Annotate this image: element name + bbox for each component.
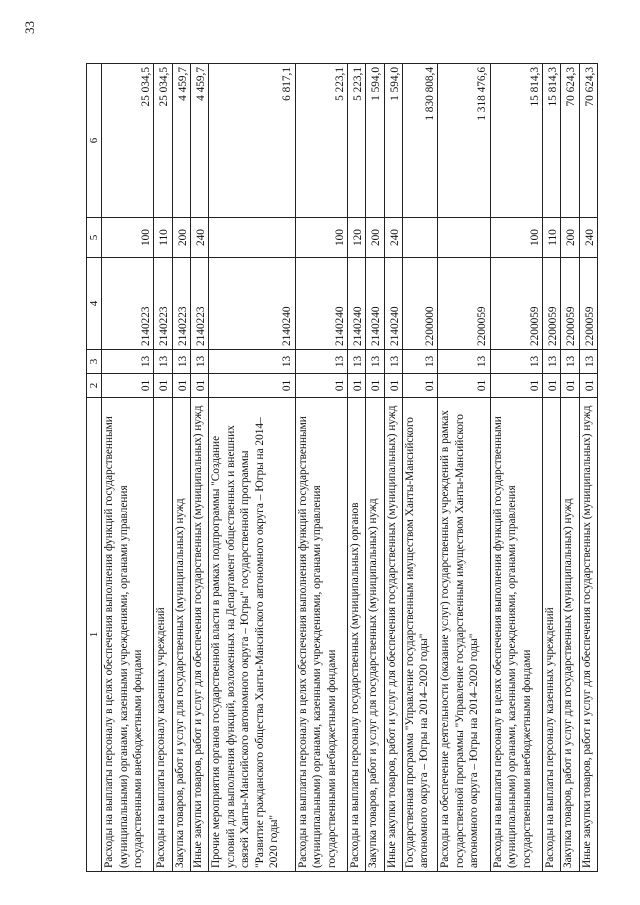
cell-name: Расходы на выплаты персоналу государственных (муниципальных) органов [348, 398, 366, 872]
cell-vr: 110 [154, 218, 172, 258]
cell-csr: 2140223 [172, 258, 190, 350]
cell-pr: 13 [295, 350, 347, 374]
cell-csr: 2140223 [154, 258, 172, 350]
cell-vr [438, 218, 490, 258]
cell-vr: 110 [543, 218, 561, 258]
cell-name: Иные закупки товаров, работ и услуг для обеспечения государственных (муниципальных) нужд [384, 398, 402, 872]
table-row [438, 64, 490, 872]
cell-rz: 01 [561, 374, 579, 398]
cell-vr: 200 [172, 218, 190, 258]
cell-pr: 13 [190, 350, 208, 374]
cell-csr: 2140240 [209, 258, 296, 350]
cell-sum: 6 817,1 [209, 64, 296, 218]
cell-pr: 13 [438, 350, 490, 374]
table-row [295, 64, 347, 872]
table-row [154, 64, 172, 872]
cell-name: Закупка товаров, работ и услуг для государственных (муниципальных) нужд [561, 398, 579, 872]
cell-pr: 13 [402, 350, 437, 374]
cell-rz: 01 [366, 374, 384, 398]
cell-pr: 13 [102, 350, 154, 374]
cell-vr: 100 [102, 218, 154, 258]
cell-pr: 13 [348, 350, 366, 374]
cell-name: Расходы на выплаты персоналу в целях обеспечения выполнения функций государственными (муниципальными) органами, казенными учреждениями, органами управления государственными внебюджетными фондами [102, 398, 154, 872]
table-row [543, 64, 561, 872]
cell-sum: 4 459,7 [172, 64, 190, 218]
cell-csr: 2140240 [366, 258, 384, 350]
header-cell: 2 [87, 374, 102, 398]
header-row [87, 64, 102, 872]
cell-rz: 01 [384, 374, 402, 398]
cell-sum: 1 830 808,4 [402, 64, 437, 218]
table-row [172, 64, 190, 872]
cell-vr: 200 [366, 218, 384, 258]
cell-sum: 1 318 476,6 [438, 64, 490, 218]
cell-vr: 240 [190, 218, 208, 258]
table-row [490, 64, 542, 872]
cell-sum: 15 814,3 [490, 64, 542, 218]
cell-name: Иные закупки товаров, работ и услуг для обеспечения государственных (муниципальных) нужд [579, 398, 597, 872]
cell-pr: 13 [209, 350, 296, 374]
cell-pr: 13 [366, 350, 384, 374]
cell-name: Закупка товаров, работ и услуг для государственных (муниципальных) нужд [172, 398, 190, 872]
cell-csr: 2200059 [579, 258, 597, 350]
cell-rz: 01 [579, 374, 597, 398]
cell-rz: 01 [348, 374, 366, 398]
cell-csr: 2200059 [490, 258, 542, 350]
cell-vr [209, 218, 296, 258]
cell-csr: 2200059 [543, 258, 561, 350]
cell-name: Расходы на выплаты персоналу в целях обеспечения выполнения функций государственными (муниципальными) органами, казенными учреждениями, органами управления государственными внебюджетными фондами [295, 398, 347, 872]
cell-vr: 240 [384, 218, 402, 258]
table-row [366, 64, 384, 872]
cell-vr: 100 [490, 218, 542, 258]
cell-csr: 2140223 [190, 258, 208, 350]
cell-rz: 01 [543, 374, 561, 398]
table-row [348, 64, 366, 872]
cell-sum: 5 223,1 [295, 64, 347, 218]
cell-name: Расходы на выплаты персоналу в целях обеспечения выполнения функций государственными (муниципальными) органами, казенными учреждениями, органами управления государственными внебюджетными фондами [490, 398, 542, 872]
cell-csr: 2140223 [102, 258, 154, 350]
cell-rz: 01 [102, 374, 154, 398]
cell-rz: 01 [438, 374, 490, 398]
cell-csr: 2140240 [384, 258, 402, 350]
cell-csr: 2200000 [402, 258, 437, 350]
header-cell: 3 [87, 350, 102, 374]
cell-pr: 13 [561, 350, 579, 374]
cell-vr [402, 218, 437, 258]
cell-pr: 13 [579, 350, 597, 374]
cell-rz: 01 [190, 374, 208, 398]
cell-csr: 2200059 [561, 258, 579, 350]
cell-vr: 120 [348, 218, 366, 258]
table-row [209, 64, 296, 872]
table-row [579, 64, 597, 872]
budget-table-sheet [86, 64, 598, 872]
header-cell: 6 [87, 64, 102, 218]
table-row [561, 64, 579, 872]
cell-name: Расходы на обеспечение деятельности (оказание услуг) государственных учреждений в рамках государственной программы "Управление государственным имуществом Ханты-Мансийского автономного округа – Югры на 2014–2020 годы" [438, 398, 490, 872]
cell-csr: 2140240 [295, 258, 347, 350]
cell-rz: 01 [154, 374, 172, 398]
cell-sum: 25 034,5 [102, 64, 154, 218]
cell-sum: 70 624,3 [579, 64, 597, 218]
cell-rz: 01 [295, 374, 347, 398]
cell-name: Иные закупки товаров, работ и услуг для обеспечения государственных (муниципальных) нужд [190, 398, 208, 872]
cell-vr: 200 [561, 218, 579, 258]
cell-rz: 01 [172, 374, 190, 398]
table-row [402, 64, 437, 872]
cell-csr: 2140240 [348, 258, 366, 350]
cell-name: Расходы на выплаты персоналу казенных учреждений [154, 398, 172, 872]
cell-sum: 25 034,5 [154, 64, 172, 218]
cell-sum: 1 594,0 [366, 64, 384, 218]
budget-table [86, 63, 598, 872]
cell-sum: 1 594,0 [384, 64, 402, 218]
cell-csr: 2200059 [438, 258, 490, 350]
cell-pr: 13 [490, 350, 542, 374]
cell-name: Закупка товаров, работ и услуг для государственных (муниципальных) нужд [366, 398, 384, 872]
cell-name: Расходы на выплаты персоналу казенных учреждений [543, 398, 561, 872]
cell-pr: 13 [172, 350, 190, 374]
cell-pr: 13 [154, 350, 172, 374]
cell-vr: 240 [579, 218, 597, 258]
page-number: 33 [22, 21, 37, 34]
cell-rz: 01 [402, 374, 437, 398]
table-row [102, 64, 154, 872]
cell-rz: 01 [490, 374, 542, 398]
cell-sum: 70 624,3 [561, 64, 579, 218]
cell-rz: 01 [209, 374, 296, 398]
table-row [384, 64, 402, 872]
cell-sum: 5 223,1 [348, 64, 366, 218]
cell-name: Государственная программа "Управление государственным имуществом Ханты-Мансийского автономного округа – Югры на 2014–2020 годы" [402, 398, 437, 872]
cell-vr: 100 [295, 218, 347, 258]
header-cell: 4 [87, 258, 102, 350]
cell-pr: 13 [384, 350, 402, 374]
cell-name: Прочие мероприятия органов государственной власти в рамках подпрограммы "Создание условий для выполнения функций, возложенных на Департамент общественных и внешних связей Ханты-Мансийского автономного округа – Югры" государственной программы "Развитие гражданского общества Ханты-Мансийского автономного округа – Югры на 2014–2020 годы" [209, 398, 296, 872]
table-row [190, 64, 208, 872]
header-cell: 1 [87, 398, 102, 872]
cell-pr: 13 [543, 350, 561, 374]
cell-sum: 4 459,7 [190, 64, 208, 218]
header-cell: 5 [87, 218, 102, 258]
cell-sum: 15 814,3 [543, 64, 561, 218]
